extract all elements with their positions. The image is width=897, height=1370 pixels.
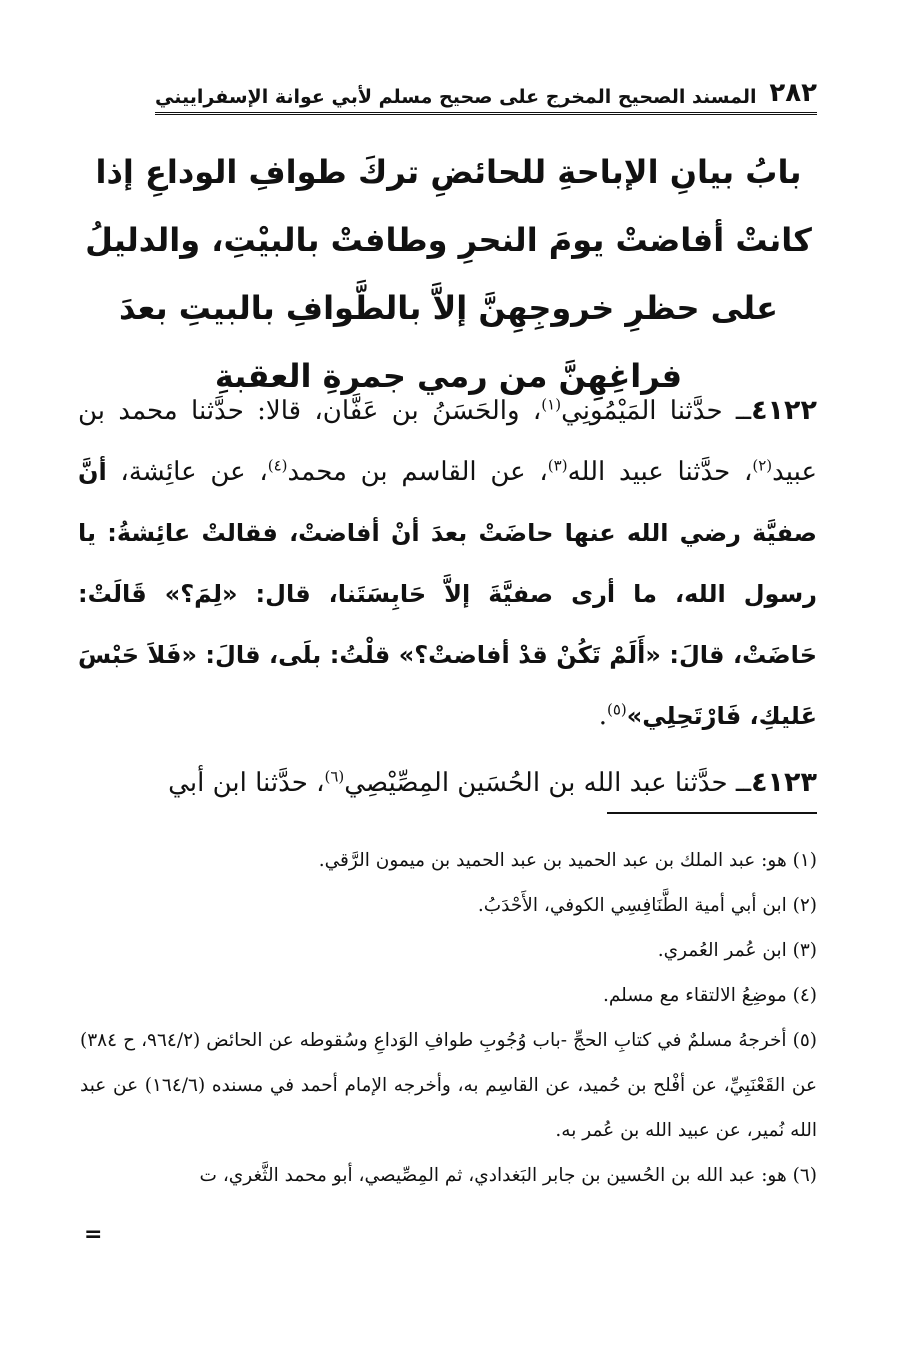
footnote-1: (١) هو: عبد الملك بن عبد الحميد بن عبد الحميد بن ميمون الرَّقي. (318, 850, 817, 871)
isnad-text: ــ حدَّثنا عبد الله بن الحُسَين المِصِّيْصِي (344, 768, 752, 798)
footnote-5: (٥) أخرجهُ مسلمٌ في كتابِ الحجِّ -باب وُجُوبِ طوافِ الوَداعِ وسُقوطه عن الحائض (٩٦٤/٢، ح ٣٨٤) عن القَعْنَبِيِّ، عن أفْلح بن حُميد، عن القاسِم به، وأخرجه الإمام أحمد في مسنده (١٦٤/٦) عن عبد الله نُمير، عن عبيد الله بن عُمر به. (80, 1030, 818, 1141)
chapter-title: بابُ بيانِ الإباحةِ للحائضِ تركَ طوافِ الوداعِ إذا كانتْ أفاضتْ يومَ النحرِ وطافتْ بالبيْتِ، والدليلُ على حظرِ خروجِهِنَّ إلاَّ بالطَّوافِ بالبيتِ بعدَ فراغِهِنَّ من رمي جمرةِ العقبةِ (85, 153, 812, 395)
hadith-4122 (78, 380, 817, 747)
footnote-ref[interactable]: (١) (541, 395, 562, 414)
isnad-text: ، حدَّثنا ابن أبي (168, 768, 325, 798)
footnote-6: (٦) هو: عبد الله بن الحُسين بن جابر البَغدادي، ثم المِصِّيصي، أبو محمد الثَّغري، ت (199, 1165, 817, 1186)
isnad-text: ، والحَسَنُ بن عَفَّان، قالا: حدَّثنا محمد بن عبيد (78, 396, 817, 487)
footnotes (80, 838, 817, 1198)
continuation-mark: = (84, 1222, 103, 1247)
hadith-number: ٤١٢٢ (751, 395, 817, 426)
footnote-ref[interactable]: (٥) (606, 700, 627, 719)
main-text (78, 380, 817, 814)
hadith-4123 (78, 752, 817, 814)
footnote-separator (607, 812, 817, 814)
footnote-3: (٣) ابن عُمر العُمري. (657, 940, 817, 961)
isnad-text: ، حدَّثنا عبيد الله (567, 457, 753, 487)
running-header (155, 68, 817, 115)
matn-text: أنَّ صفيَّة رضي الله عنها حاضَتْ بعدَ أنْ أفاضتْ، فقالتْ عائِشةُ: يا رسول الله، ما أرى صفيَّةَ إلاَّ حَابِسَتَنا، قال: «لِمَ؟» قَالَتْ: حَاضَتْ، قالَ: «أَلَمْ تَكُنْ قدْ أفاضتْ؟» قلْتُ: بلَى، قالَ: «فَلاَ حَبْسَ عَليكِ، فَارْتَحِلِي» (78, 458, 817, 730)
hadith-number: ٤١٢٣ (751, 767, 817, 798)
page-number: ٢٨٢ (769, 78, 817, 108)
sentence-end: . (598, 701, 607, 731)
isnad-text: ، عن القاسم بن محمد (287, 457, 548, 487)
footnote-2: (٢) ابن أبي أمية الطَّنَافِسِي الكوفي، الأَحْدَبُ. (477, 895, 817, 916)
footnote-ref[interactable]: (٢) (752, 456, 773, 475)
footnote-ref[interactable]: (٣) (547, 456, 568, 475)
running-title: المسند الصحيح المخرج على صحيح مسلم لأبي عوانة الإسفراييني (155, 86, 757, 108)
footnote-ref[interactable]: (٦) (324, 767, 345, 786)
isnad-text: ، عن عائِشة، (106, 457, 268, 487)
isnad-text: ــ حدَّثنا المَيْمُونِي (561, 396, 752, 426)
footnote-ref[interactable]: (٤) (267, 456, 288, 475)
footnote-4: (٤) موضِعُ الالتقاء مع مسلم. (602, 985, 817, 1006)
